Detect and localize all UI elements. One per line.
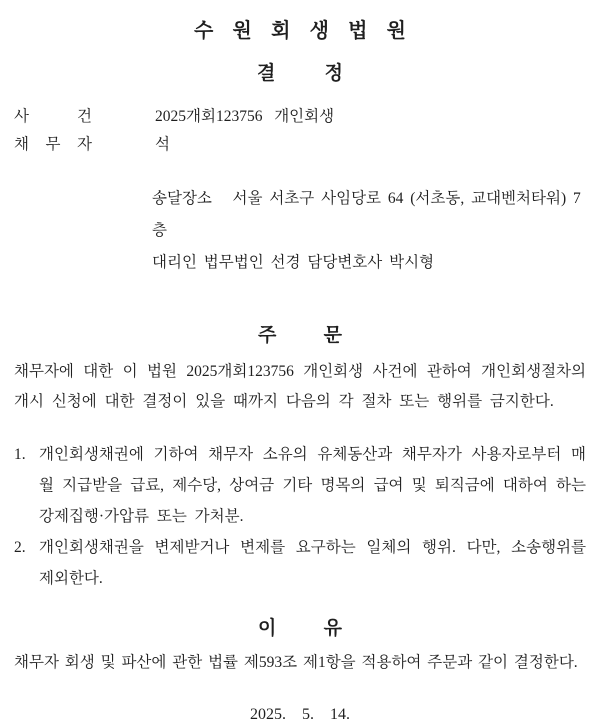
- debtor-label-wrap: [14, 131, 92, 159]
- doc-type-heading: [14, 61, 586, 87]
- case-row: [14, 103, 586, 131]
- order-item-2: [14, 532, 586, 594]
- court-name-heading: [14, 18, 586, 44]
- service-address: 송달장소 서울 서초구 사임당로 64 (서초동, 교대벤처타워) 7층: [152, 190, 581, 239]
- case-number: 2025개회123756 개인회생: [155, 108, 335, 125]
- reason-heading-text: 이 유: [258, 618, 342, 639]
- court-name: 수 원 회 생 법 원: [194, 20, 406, 42]
- order-list: [14, 439, 586, 594]
- order-intro: 채무자에 대한 이 법원 2025개회123756 개인회생 사건에 관하여 개인회생절차의 개시 신청에 대한 결정이 있을 때까지 다음의 각 절차 또는 행위를 금지한다.: [14, 363, 586, 410]
- order-item-1-text: 개인회생채권에 기하여 채무자 소유의 유체동산과 채무자가 사용자로부터 매월 지급받을 급료, 제수당, 상여금 기타 명목의 급여 및 퇴직금에 대하여 하는 강제집행·가압류 또는 가처분.: [39, 446, 586, 525]
- reason-text: 채무자 회생 및 파산에 관한 법률 제593조 제1항을 적용하여 주문과 같이 결정한다.: [14, 654, 578, 671]
- order-heading-text: 주 문: [258, 325, 342, 346]
- representative: 대리인 법무법인 선경 담당변호사 박시형: [152, 254, 435, 271]
- debtor-label: 채 무 자: [14, 136, 92, 153]
- order-item-1: [14, 439, 586, 532]
- case-meta: [14, 103, 586, 159]
- party-block: [152, 183, 586, 279]
- reason-section-heading: [14, 616, 586, 642]
- order-item-1-number: 1.: [14, 446, 26, 463]
- doc-type: 결 정: [257, 63, 343, 84]
- case-label-wrap: [14, 103, 92, 131]
- debtor-row: [14, 131, 586, 159]
- order-section-heading: [14, 323, 586, 349]
- decision-date: 2025. 5. 14.: [250, 706, 350, 723]
- case-label: 사 건: [14, 108, 92, 125]
- order-item-2-text: 개인회생채권을 변제받거나 변제를 요구하는 일체의 행위. 다만, 소송행위를 제외한다.: [39, 539, 586, 587]
- debtor-name: 석: [155, 136, 170, 153]
- order-item-2-number: 2.: [14, 539, 26, 556]
